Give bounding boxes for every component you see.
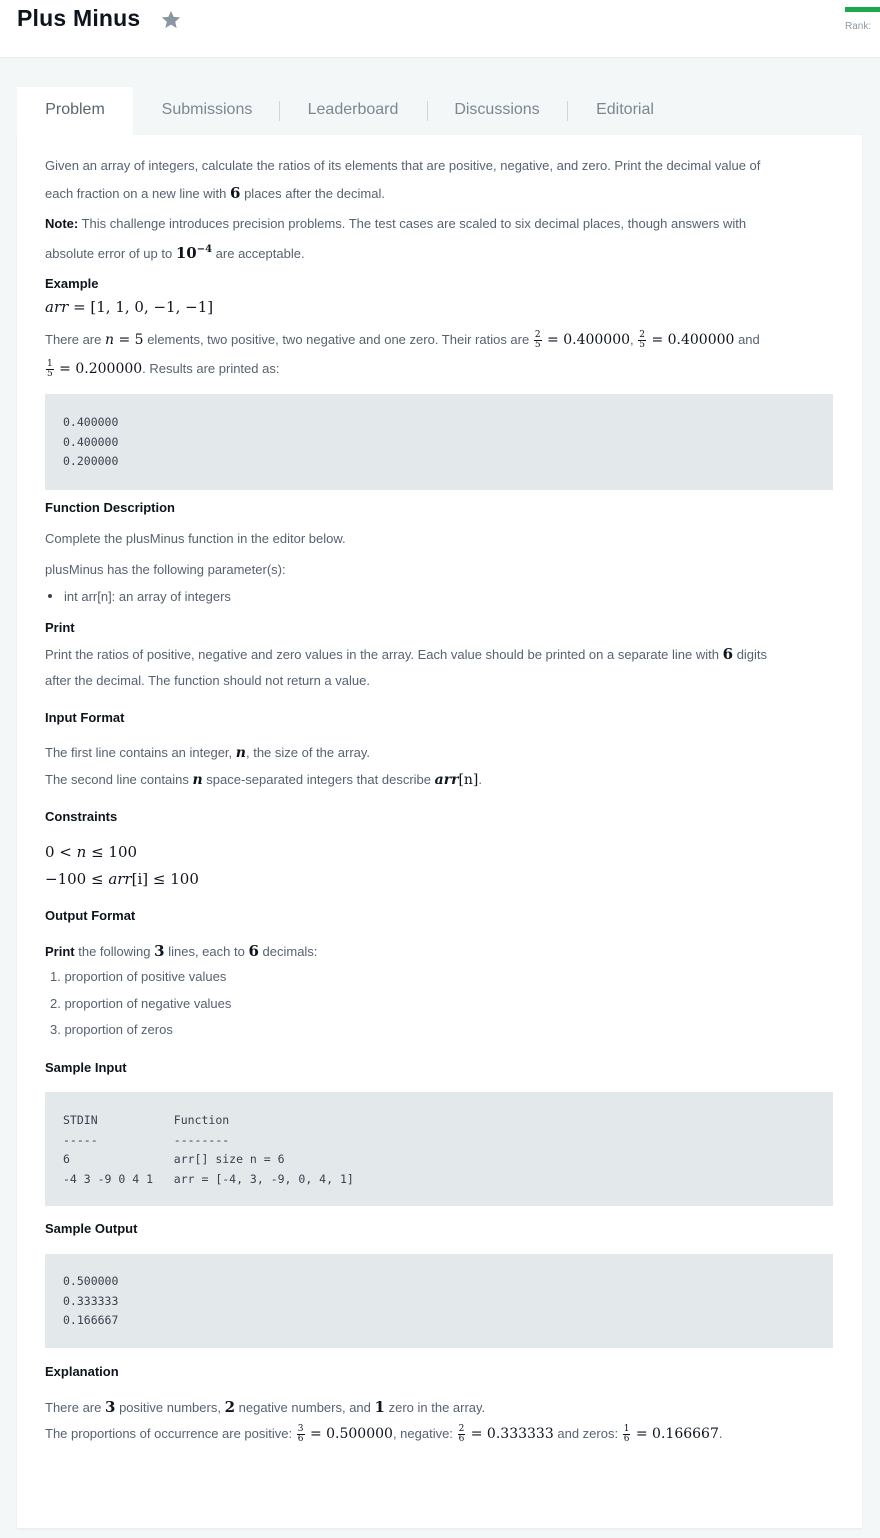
sample-input-block: STDIN Function ----- -------- 6 arr[] size n = 6 -4 3 -9 0 4 1 arr = [-4, 3, -9, 0, 4, 1] — [45, 1092, 833, 1206]
function-description-heading: Function Description — [45, 500, 175, 515]
tab-submissions[interactable]: Submissions — [161, 101, 253, 118]
explanation-line-2: The proportions of occurrence are positive: $\frac{3}{6}$ = 0.500000, negative: $\frac{2}{6}$ = 0.333333 and zeros: $\frac{1}{6}$ = 0.166667. — [45, 1424, 723, 1445]
tab-editorial[interactable]: Editorial — [596, 101, 654, 118]
fraction: $\frac{2}{5}$ — [639, 330, 645, 351]
tab-separator — [279, 101, 280, 121]
rank-progress-bar — [845, 7, 880, 12]
fraction: $\frac{1}{6}$ — [623, 1424, 630, 1445]
fraction: $\frac{2}{5}$ — [534, 330, 541, 351]
intro-line-1: Given an array of integers, calculate the ratios of its elements that are positive, negative, and zero. Print the decimal value of — [45, 158, 761, 173]
sample-output-heading: Sample Output — [45, 1221, 138, 1236]
tab-problem[interactable]: Problem — [17, 87, 133, 135]
print-line-1: Print the ratios of positive, negative and zero values in the array. Each value should be printed on a separate line with 6 digits — [45, 645, 768, 663]
sample-input-heading: Sample Input — [45, 1060, 127, 1075]
output-format-line: Print the following 3 lines, each to 6 decimals: — [45, 942, 318, 960]
list-item: 3. proportion of zeros — [50, 1022, 173, 1037]
list-item: 2. proportion of negative values — [50, 996, 232, 1011]
problem-tabs — [17, 87, 862, 135]
print-heading: Print — [45, 620, 75, 635]
note-line-2: absolute error of up to $10^{-4}$ are acceptable. — [45, 244, 305, 262]
intro-line-2: each fraction on a new line with 6 places after the decimal. — [45, 184, 385, 202]
sample-output-block: 0.500000 0.333333 0.166667 — [45, 1254, 833, 1348]
function-description-text: Complete the plusMinus function in the editor below. — [45, 531, 346, 546]
star-icon[interactable] — [160, 9, 182, 31]
list-item: 1. proportion of positive values — [50, 969, 227, 984]
tab-separator — [567, 101, 568, 121]
constraint-2: −100 ≤ arr[i] ≤ 100 — [45, 870, 199, 888]
note-line-1: Note: This challenge introduces precision problems. The test cases are scaled to six decimal places, though answers with — [45, 216, 747, 231]
note-math: $10^{-4}$ — [175, 244, 213, 262]
example-array: arr = [1, 1, 0, −1, −1] — [45, 298, 214, 316]
print-line-2: after the decimal. The function should not return a value. — [45, 673, 370, 688]
input-format-line-1: The first line contains an integer, n, the size of the array. — [45, 745, 371, 761]
tab-leaderboard[interactable]: Leaderboard — [307, 101, 399, 118]
page-header — [0, 0, 880, 58]
fraction: $\frac{3}{6}$ — [297, 1424, 304, 1445]
example-output-block: 0.400000 0.400000 0.200000 — [45, 394, 833, 490]
constraints-heading: Constraints — [45, 809, 118, 824]
output-format-heading: Output Format — [45, 908, 136, 923]
input-format-heading: Input Format — [45, 710, 125, 725]
bullet-dot — [48, 594, 52, 598]
page-title: Plus Minus — [17, 5, 141, 31]
constraint-1: 0 < n ≤ 100 — [45, 843, 138, 861]
fraction: $\frac{2}{6}$ — [458, 1424, 465, 1445]
input-format-line-2: The second line contains n space-separated integers that describe arr[n]. — [45, 772, 483, 788]
rank-label: Rank: — [845, 21, 872, 32]
fraction: $\frac{1}{5}$ — [47, 359, 53, 380]
tab-separator — [427, 101, 428, 121]
tab-discussions[interactable]: Discussions — [454, 101, 540, 118]
param-item: int arr[n]: an array of integers — [64, 589, 231, 604]
parameters-text: plusMinus has the following parameter(s): — [45, 562, 286, 577]
explanation-heading: Explanation — [45, 1364, 119, 1379]
explanation-line-1: There are 3 positive numbers, 2 negative numbers, and 1 zero in the array. — [45, 1398, 486, 1416]
example-line-1: There are n = 5 elements, two positive, two negative and one zero. Their ratios are $\frac{2}{5}$ = 0.400000, $\frac{2}{5}$ = 0.400000 and — [45, 330, 760, 351]
example-line-2: $\frac{1}{5}$ = 0.200000. Results are printed as: — [47, 359, 280, 380]
example-heading: Example — [45, 276, 99, 291]
